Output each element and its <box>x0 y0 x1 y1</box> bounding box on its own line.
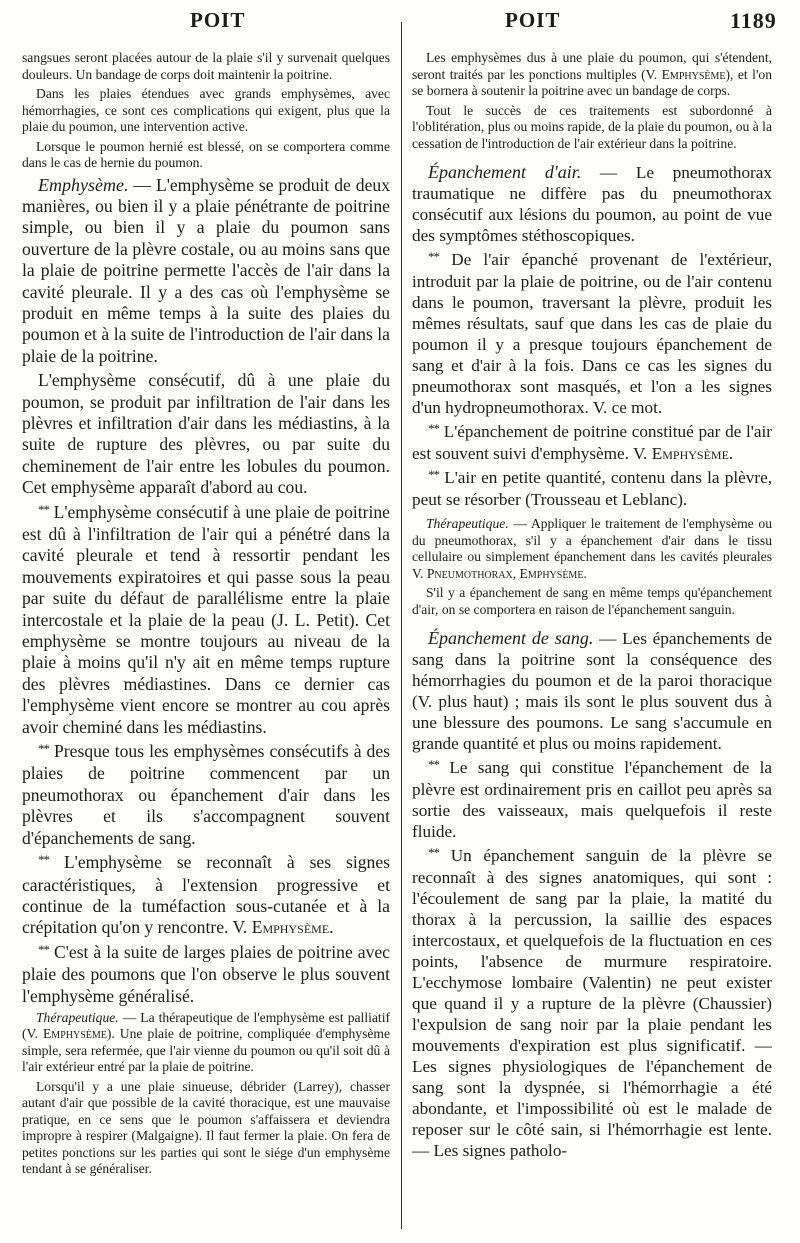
asterism-mark: ** <box>38 852 49 868</box>
left-column <box>22 50 390 1181</box>
section-heading: Épanchement d'air. <box>428 162 582 182</box>
asterism-mark: ** <box>428 421 439 436</box>
right-column <box>412 50 772 1164</box>
running-head-right: POIT <box>505 8 561 32</box>
paragraph: ** L'air en petite quantité, contenu dans la plèvre, peut se résorber (Trousseau et Leblanc). <box>412 467 772 509</box>
column-divider <box>401 22 402 1229</box>
cross-reference: Emphysème <box>661 66 726 82</box>
paragraph: Lorsqu'il y a une plaie sinueuse, débrider (Larrey), chasser autant d'air que possible de la cavité thoracique, est une mauvaise pratique, en ce sens que le poumon s'affaissera et deviendra impropre à respirer (Malgaigne). Il faut fermer la plaie. On fera de petites ponctions sur les parties qui sont le siége d'un emphysème tendant à se généraliser. <box>22 1078 390 1177</box>
paragraph: ** De l'air épanché provenant de l'extérieur, introduit par la plaie de poitrine, ou de l'air contenu dans le poumon, traversant la plèvre, produit les mêmes résultats, sauf que dans les cas de plaie du poumon il y a presque toujours épanchement de sang et d'air à la fois. Dans ce cas les signes du pneumothorax sont masqués, et l'on a les signes d'un hydropneumothorax. V. ce mot. <box>412 249 772 417</box>
paragraph: ** Un épanchement sanguin de la plèvre se reconnaît à des signes anatomiques, qui sont : l'écoulement de sang par la plaie, la matité du thorax à la percussion, la saillie des espaces intercostaux, et quelquefois de la fluctuation en ces points, l'absence de murmure respiratoire. L'ecchymose lombaire (Valentin) ne peut exister que quand il y a rupture de la plèvre (Chaussier) l'expulsion de sang noir par la plaie pendant les mouvements d'expiration est plus significatif. — Les signes physiologiques de l'épanchement de sang sont la dyspnée, si l'hémorrhagie a été abondante, et l'impossibilité où est le malade de reposer sur le côté sain, si l'hémorrhagie est lente. — Les signes patholo- <box>412 845 772 1160</box>
cross-reference: Emphysème <box>43 1026 107 1042</box>
asterism-mark: ** <box>38 741 49 757</box>
asterism-mark: ** <box>38 941 49 957</box>
section-heading: Emphysème. <box>38 174 129 195</box>
running-head-left: POIT <box>190 8 246 32</box>
asterism-mark: ** <box>428 845 439 860</box>
paragraph: ** L'emphysème consécutif à une plaie de poitrine est dû à l'infiltration de l'air qui a pénétré dans la cavité pleurale et tend à ressortir pendant les mouvements expiratoires et qui passe sous la peau par suite du défaut de parallélisme entre la plaie intercostale et la plaie de la peau (J. L. Petit). Cet emphysème se montre toujours au niveau de la plaie à moins qu'il n'y ait en même temps rupture des plèvres médiastines. Dans ce dernier cas l'emphysème vient encore se montrer au cou après avoir cheminé dans les médiastins. <box>22 501 390 737</box>
cross-reference: Emphysème. <box>651 444 734 463</box>
paragraph: ** Presque tous les emphysèmes consécutifs à des plaies de poitrine commencent par un pneumothorax ou épanchement d'air dans les plèvres et ils s'accompagnent souvent d'épanchements de sang. <box>22 741 390 848</box>
paragraph: Thérapeutique. — La thérapeutique de l'emphysème est palliatif (V. Emphysème). Une plaie de poitrine, compliquée d'emphysème simple, sera refermée, que l'air vienne du poumon ou qu'il soit dû à l'air extérieur entré par la plaie de poitrine. <box>22 1009 390 1075</box>
paragraph: S'il y a épanchement de sang en même temps qu'épanchement d'air, on se comportera en raison de l'épanchement sanguin. <box>412 585 772 617</box>
page-number: 1189 <box>730 8 777 33</box>
paragraph: Tout le succès de ces traitements est subordonné à l'oblitération, plus ou moins rapide, de la plaie du poumon, ou à la cessation de l'introduction de l'air extérieur dans la poitrine. <box>412 102 772 151</box>
paragraph: sangsues seront placées autour de la plaie s'il y survenait quelques douleurs. Un bandage de corps doit maintenir la poitrine. <box>22 50 390 82</box>
asterism-mark: ** <box>38 501 49 517</box>
section-epanchement-air: Épanchement d'air. — Le pneumothorax traumatique ne diffère pas du pneumothorax consécutif aux lésions du poumon, au point de vue des symptômes stéthoscopiques. <box>412 162 772 245</box>
paragraph: L'emphysème consécutif, dû à une plaie du poumon, se produit par infiltration de l'air dans les plèvres et infiltration d'air dans les médiastins, à la suite de rupture des plèvres, ou par suite du cheminement de l'air entre les lobules du poumon. Cet emphysème apparaît d'abord au cou. <box>22 370 390 498</box>
section-heading: Épanchement de sang. <box>428 628 594 648</box>
asterism-mark: ** <box>428 249 439 264</box>
paragraph: Dans les plaies étendues avec grands emphysèmes, avec hémorrhagies, ce sont ces complications qui exigent, plus que la plaie du poumon, une intervention active. <box>22 86 390 134</box>
paragraph: ** L'emphysème se reconnaît à ses signes caractéristiques, à l'extension progressive et continue de la tuméfaction sous-cutanée et à la crépitation qu'on y rencontre. V. Emphysème. <box>22 852 390 938</box>
section-epanchement-sang: Épanchement de sang. — Les épanchements de sang dans la poitrine sont la conséquence des hémorrhagies du poumon et de la paroi thoracique (V. plus haut) ; mais ils sont le plus souvent dus à une blessure des poumons. Le sang s'accumule en grande quantité et plus ou moins rapidement. <box>412 628 772 753</box>
section-emphyseme <box>22 175 390 368</box>
cross-reference: Pneumothorax, Emphysème. <box>426 565 587 581</box>
paragraph: ** C'est à la suite de larges plaies de poitrine avec plaie des poumons que l'on observe le plus souvent l'emphysème généralisé. <box>22 941 390 1006</box>
subsection-heading: Thérapeutique. <box>36 1009 119 1025</box>
paragraph: Les emphysèmes dus à une plaie du poumon, qui s'étendent, seront traités par les ponctions multiples (V. Emphysème), et l'on se bornera à soutenir la poitrine avec un bandage de corps. <box>412 50 772 98</box>
paragraph: Lorsque le poumon hernié est blessé, on se comportera comme dans le cas de hernie du poumon. <box>22 138 390 170</box>
paragraph: ** Le sang qui constitue l'épanchement de la plèvre est ordinairement pris en caillot peu après sa sortie des vaisseaux, mais quelquefois il reste fluide. <box>412 757 772 841</box>
paragraph: ** L'épanchement de poitrine constitué par de l'air est souvent suivi d'emphysème. V. Emphysème. <box>412 421 772 463</box>
paragraph: Thérapeutique. — Appliquer le traitement de l'emphysème ou du pneumothorax, s'il y a épanchement d'air dans le tissu cellulaire ou simplement épanchement dans les cavités pleurales V. Pneumothorax, Emphysème. <box>412 516 772 581</box>
subsection-heading: Thérapeutique. <box>426 516 509 531</box>
section-text: — L'emphysème se produit de deux manières, ou bien il y a plaie pénétrante de poitrine simple, ou bien il y a plaie du poumon sans ouverture de la plèvre costale, ou au moins sans que la plaie de poitrine permette l'accès de l'air dans la cavité pleurale. Il y a des cas où l'emphysème se produit en même temps à la suite des plaies du poumon et à la suite de l'introduction de l'air dans la plaie de la poitrine. <box>22 174 390 366</box>
asterism-mark: ** <box>428 467 439 482</box>
asterism-mark: ** <box>428 757 439 772</box>
cross-reference: Emphysème. <box>251 917 334 938</box>
